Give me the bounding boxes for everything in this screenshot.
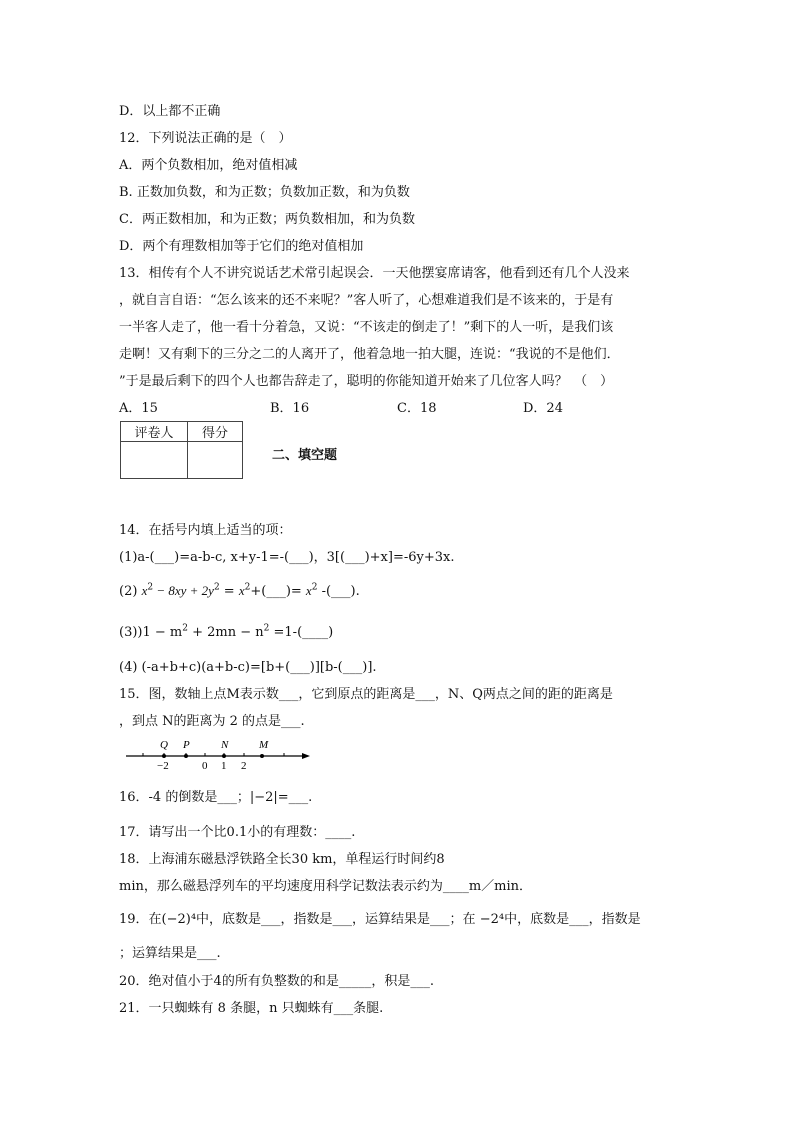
label-n: N bbox=[221, 739, 229, 751]
q14-part-1: (1)a-(___)=a-b-c, x+y-1=-(___)，3[(___)+x]=-6y+3x. bbox=[119, 550, 455, 565]
q18-line-1: 18．上海浦东磁悬浮铁路全长30 km，单程运行时间约8 bbox=[119, 852, 445, 867]
point-m bbox=[260, 754, 264, 758]
q13-option-a: A．15 bbox=[119, 401, 158, 416]
q21: 21．一只蜘蛛有 8 条腿，n 只蜘蛛有___条腿. bbox=[119, 1001, 384, 1016]
q12-option-c: C．两正数相加，和为正数；两负数相加，和为负数 bbox=[119, 212, 415, 227]
score-table-grader-cell bbox=[121, 442, 188, 479]
label-q: Q bbox=[160, 739, 168, 751]
q12-option-a: A．两个负数相加，绝对值相减 bbox=[119, 158, 298, 173]
q16: 16．-4 的倒数是___；|−2|=___. bbox=[119, 790, 313, 805]
score-table-score-cell bbox=[188, 442, 243, 479]
q19-line-2: ；运算结果是___. bbox=[119, 946, 221, 961]
q13-option-c: C．18 bbox=[397, 401, 437, 416]
q13-line-1: 13．相传有个人不讲究说话艺术常引起误会．一天他摆宴席请客，他看到还有几个人没来 bbox=[119, 266, 630, 281]
point-q bbox=[162, 754, 166, 758]
tick-label-2: 2 bbox=[241, 760, 247, 771]
q20: 20．绝对值小于4的所有负整数的和是_____，积是___. bbox=[119, 974, 434, 989]
q13-option-d: D．24 bbox=[523, 401, 563, 416]
point-p bbox=[184, 754, 188, 758]
score-table-score-header: 得分 bbox=[188, 422, 243, 442]
tick-label-1: 1 bbox=[221, 760, 227, 771]
q15-line-2: ，到点 N的距离为 2 的点是___. bbox=[119, 714, 305, 729]
q14-part-2-label: (2) bbox=[119, 584, 138, 599]
label-m: M bbox=[259, 739, 269, 751]
label-p: P bbox=[183, 739, 190, 751]
q15-line-1: 15．图，数轴上点M表示数___，它到原点的距离是___，N、Q两点之间的距的距离是 bbox=[119, 687, 613, 702]
score-table-grader-header: 评卷人 bbox=[121, 422, 188, 442]
q13-line-2: ，就自言自语：“怎么该来的还不来呢？”客人听了，心想难道我们是不该来的，于是有 bbox=[119, 293, 614, 308]
q18-line-2: min，那么磁悬浮列车的平均速度用科学记数法表示约为____m／min． bbox=[119, 879, 533, 894]
q14-part-3: $(3))1 - m^2 + 2mn - n^2$ =1-(____) bbox=[119, 623, 334, 640]
q13-option-b: B．16 bbox=[270, 401, 310, 416]
point-n bbox=[222, 754, 226, 758]
q14-part-2: (2) $x^2 - 8xy + 2y^2$ = $x^2+(\_\_\_)= x^2$ -(___). bbox=[119, 582, 360, 599]
q13-line-3: 一半客人走了，他一看十分着急，又说：“不该走的倒走了！”剩下的人一听，是我们该 bbox=[119, 320, 614, 335]
number-line-arrow-icon bbox=[302, 753, 310, 759]
tick-label-neg2: −2 bbox=[157, 760, 169, 771]
score-table bbox=[120, 421, 243, 479]
q11-option-d: D．以上都不正确 bbox=[119, 104, 221, 119]
q12-option-d: D．两个有理数相加等于它们的绝对值相加 bbox=[119, 239, 364, 254]
number-line-diagram bbox=[126, 737, 310, 771]
q12-stem: 12．下列说法正确的是（ ） bbox=[119, 131, 292, 146]
q12-option-b: B. 正数加负数，和为正数；负数加正数，和为负数 bbox=[119, 185, 410, 200]
q19-line-1: 19．在(−2)⁴中，底数是___，指数是___，运算结果是___；在 −2⁴中，底数是___，指数是 bbox=[119, 912, 641, 927]
tick-label-0: 0 bbox=[202, 760, 208, 771]
q17: 17．请写出一个比0.1小的有理数：____. bbox=[119, 825, 356, 840]
q13-line-4: 走啊！又有剩下的三分之二的人离开了，他着急地一拍大腿，连说：“我说的不是他们． bbox=[119, 347, 620, 362]
section-title: 二、填空题 bbox=[272, 448, 338, 463]
q14-stem: 14．在括号内填上适当的项： bbox=[119, 523, 292, 538]
q13-line-5: ”于是最后剩下的四个人也都告辞走了，聪明的你能知道开始来了几位客人吗？ （ ） bbox=[119, 374, 614, 389]
q14-part-4: (4) (-a+b+c)(a+b-c)=[b+(___)][b-(___)]. bbox=[119, 660, 377, 675]
